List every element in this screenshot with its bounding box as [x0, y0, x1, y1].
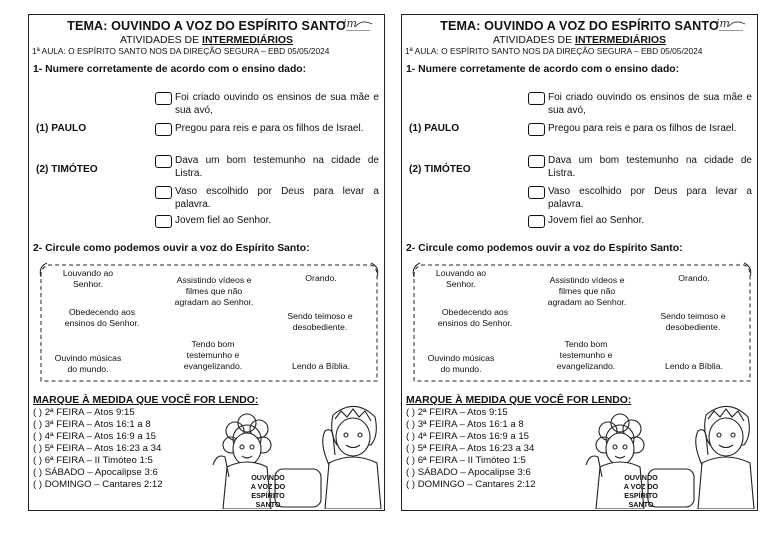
answer-box[interactable]: [528, 186, 545, 199]
reading-item[interactable]: ( ) 3ª FEIRA – Atos 16:1 a 8: [406, 419, 524, 430]
reading-item[interactable]: ( ) 2ª FEIRA – Atos 9:15: [33, 407, 135, 418]
reading-item[interactable]: ( ) 4ª FEIRA – Atos 16:9 a 15: [33, 431, 157, 442]
name-paulo: (1) PAULO: [36, 123, 87, 134]
answer-box[interactable]: [155, 92, 172, 105]
worksheet-left: [28, 14, 385, 511]
option-item: Foi criado ouvindo os ensinos de sua mãe e sua avó,: [528, 92, 752, 117]
reading-item[interactable]: ( ) 4ª FEIRA – Atos 16:9 a 15: [406, 431, 530, 442]
answer-box[interactable]: [528, 215, 545, 228]
question-1-title: 1- Numere corretamente de acordo com o ensino dado:: [33, 64, 307, 75]
reading-item[interactable]: ( ) 5ª FEIRA – Atos 16:23 a 34: [406, 443, 535, 454]
ministry-logo: [713, 17, 747, 33]
cloud-item[interactable]: Orando.: [678, 273, 710, 283]
level-label: INTERMEDIÁRIOS: [202, 34, 294, 46]
reading-item[interactable]: ( ) 3ª FEIRA – Atos 16:1 a 8: [33, 419, 151, 430]
option-item: Dava um bom testemunho na cidade de Listra.: [528, 155, 752, 180]
worksheet-title: TEMA: OUVINDO A VOZ DO ESPÍRITO SANTO: [440, 19, 719, 33]
option-item: Vaso escolhido por Deus para levar a palavra.: [155, 186, 379, 211]
name-paulo: (1) PAULO: [409, 123, 460, 134]
lesson-line: 1ª AULA: O ESPÍRITO SANTO NOS DA DIREÇÃO SEGURA – EBD 05/05/2024: [405, 46, 703, 56]
cloud-item[interactable]: Orando.: [305, 273, 337, 283]
children-illustration: [205, 395, 385, 509]
cloud-item[interactable]: Ouvindo músicas do mundo.: [54, 353, 122, 374]
option-item: Vaso escolhido por Deus para levar a palavra.: [528, 186, 752, 211]
question-1-title: 1- Numere corretamente de acordo com o ensino dado:: [406, 64, 680, 75]
ministry-logo: [340, 17, 374, 33]
reading-plan-title: MARQUE À MEDIDA QUE VOCÊ FOR LENDO:: [406, 395, 632, 406]
reading-plan-title: MARQUE À MEDIDA QUE VOCÊ FOR LENDO:: [33, 395, 259, 406]
cloud-item[interactable]: Tendo bom testemunho e evangelizando.: [556, 339, 616, 371]
option-item: Jovem fiel ao Senhor.: [528, 215, 752, 228]
level-label: INTERMEDIÁRIOS: [575, 34, 667, 46]
cloud-item[interactable]: Obedecendo aos ensinos do Senhor.: [64, 307, 140, 328]
answer-box[interactable]: [528, 155, 545, 168]
reading-item[interactable]: ( ) SÁBADO – Apocalipse 3:6: [406, 467, 531, 478]
answer-box[interactable]: [155, 155, 172, 168]
cloud-item[interactable]: Assistindo vídeos e filmes que não agradam ao Senhor.: [547, 275, 627, 307]
option-item: Foi criado ouvindo os ensinos de sua mãe e sua avó,: [155, 92, 379, 117]
svg-text:im: im: [343, 17, 357, 30]
reading-item[interactable]: ( ) 6ª FEIRA – II Timóteo 1:5: [33, 455, 153, 466]
reading-item[interactable]: ( ) DOMINGO – Cantares 2:12: [406, 479, 536, 490]
reading-item[interactable]: ( ) SÁBADO – Apocalipse 3:6: [33, 467, 158, 478]
children-illustration: [578, 395, 758, 509]
answer-box[interactable]: [528, 92, 545, 105]
reading-item[interactable]: ( ) DOMINGO – Cantares 2:12: [33, 479, 163, 490]
worksheet-right: [401, 14, 758, 511]
option-item: Pregou para reis e para os filhos de Israel.: [155, 123, 379, 136]
name-timoteo: (2) TIMÓTEO: [409, 164, 471, 175]
lesson-line: 1ª AULA: O ESPÍRITO SANTO NOS DA DIREÇÃO SEGURA – EBD 05/05/2024: [32, 46, 330, 56]
svg-text:im: im: [716, 17, 730, 30]
option-item: Dava um bom testemunho na cidade de Listra.: [155, 155, 379, 180]
cloud-item[interactable]: Assistindo vídeos e filmes que não agradam ao Senhor.: [174, 275, 254, 307]
option-item: Jovem fiel ao Senhor.: [155, 215, 379, 228]
cloud-item[interactable]: Sendo teimoso e desobediente.: [287, 311, 353, 332]
worksheet-subtitle: ATIVIDADES DE INTERMEDIÁRIOS: [119, 34, 294, 46]
answer-box[interactable]: [155, 215, 172, 228]
cloud-item[interactable]: Louvando ao Senhor.: [435, 268, 487, 289]
badge-text: OUVINDO A VOZ DO ESPÍRITO SANTO: [250, 473, 286, 509]
reading-item[interactable]: ( ) 2ª FEIRA – Atos 9:15: [406, 407, 508, 418]
answer-box[interactable]: [528, 123, 545, 136]
cloud-item[interactable]: Louvando ao Senhor.: [62, 268, 114, 289]
answer-box[interactable]: [155, 186, 172, 199]
cloud-item[interactable]: Tendo bom testemunho e evangelizando.: [183, 339, 243, 371]
option-item: Pregou para reis e para os filhos de Israel.: [528, 123, 752, 136]
worksheet-title: TEMA: OUVINDO A VOZ DO ESPÍRITO SANTO: [67, 19, 346, 33]
badge-text: OUVINDO A VOZ DO ESPÍRITO SANTO: [623, 473, 659, 509]
name-timoteo: (2) TIMÓTEO: [36, 164, 98, 175]
worksheet-subtitle: ATIVIDADES DE INTERMEDIÁRIOS: [492, 34, 667, 46]
cloud-item[interactable]: Lendo a Bíblia.: [665, 361, 723, 371]
cloud-item[interactable]: Lendo a Bíblia.: [292, 361, 350, 371]
answer-box[interactable]: [155, 123, 172, 136]
reading-item[interactable]: ( ) 5ª FEIRA – Atos 16:23 a 34: [33, 443, 162, 454]
cloud-item[interactable]: Obedecendo aos ensinos do Senhor.: [437, 307, 513, 328]
cloud-item[interactable]: Ouvindo músicas do mundo.: [427, 353, 495, 374]
cloud-item[interactable]: Sendo teimoso e desobediente.: [660, 311, 726, 332]
reading-item[interactable]: ( ) 6ª FEIRA – II Timóteo 1:5: [406, 455, 526, 466]
question-2-title: 2- Circule como podemos ouvir a voz do Espírito Santo:: [406, 243, 683, 254]
question-2-title: 2- Circule como podemos ouvir a voz do Espírito Santo:: [33, 243, 310, 254]
